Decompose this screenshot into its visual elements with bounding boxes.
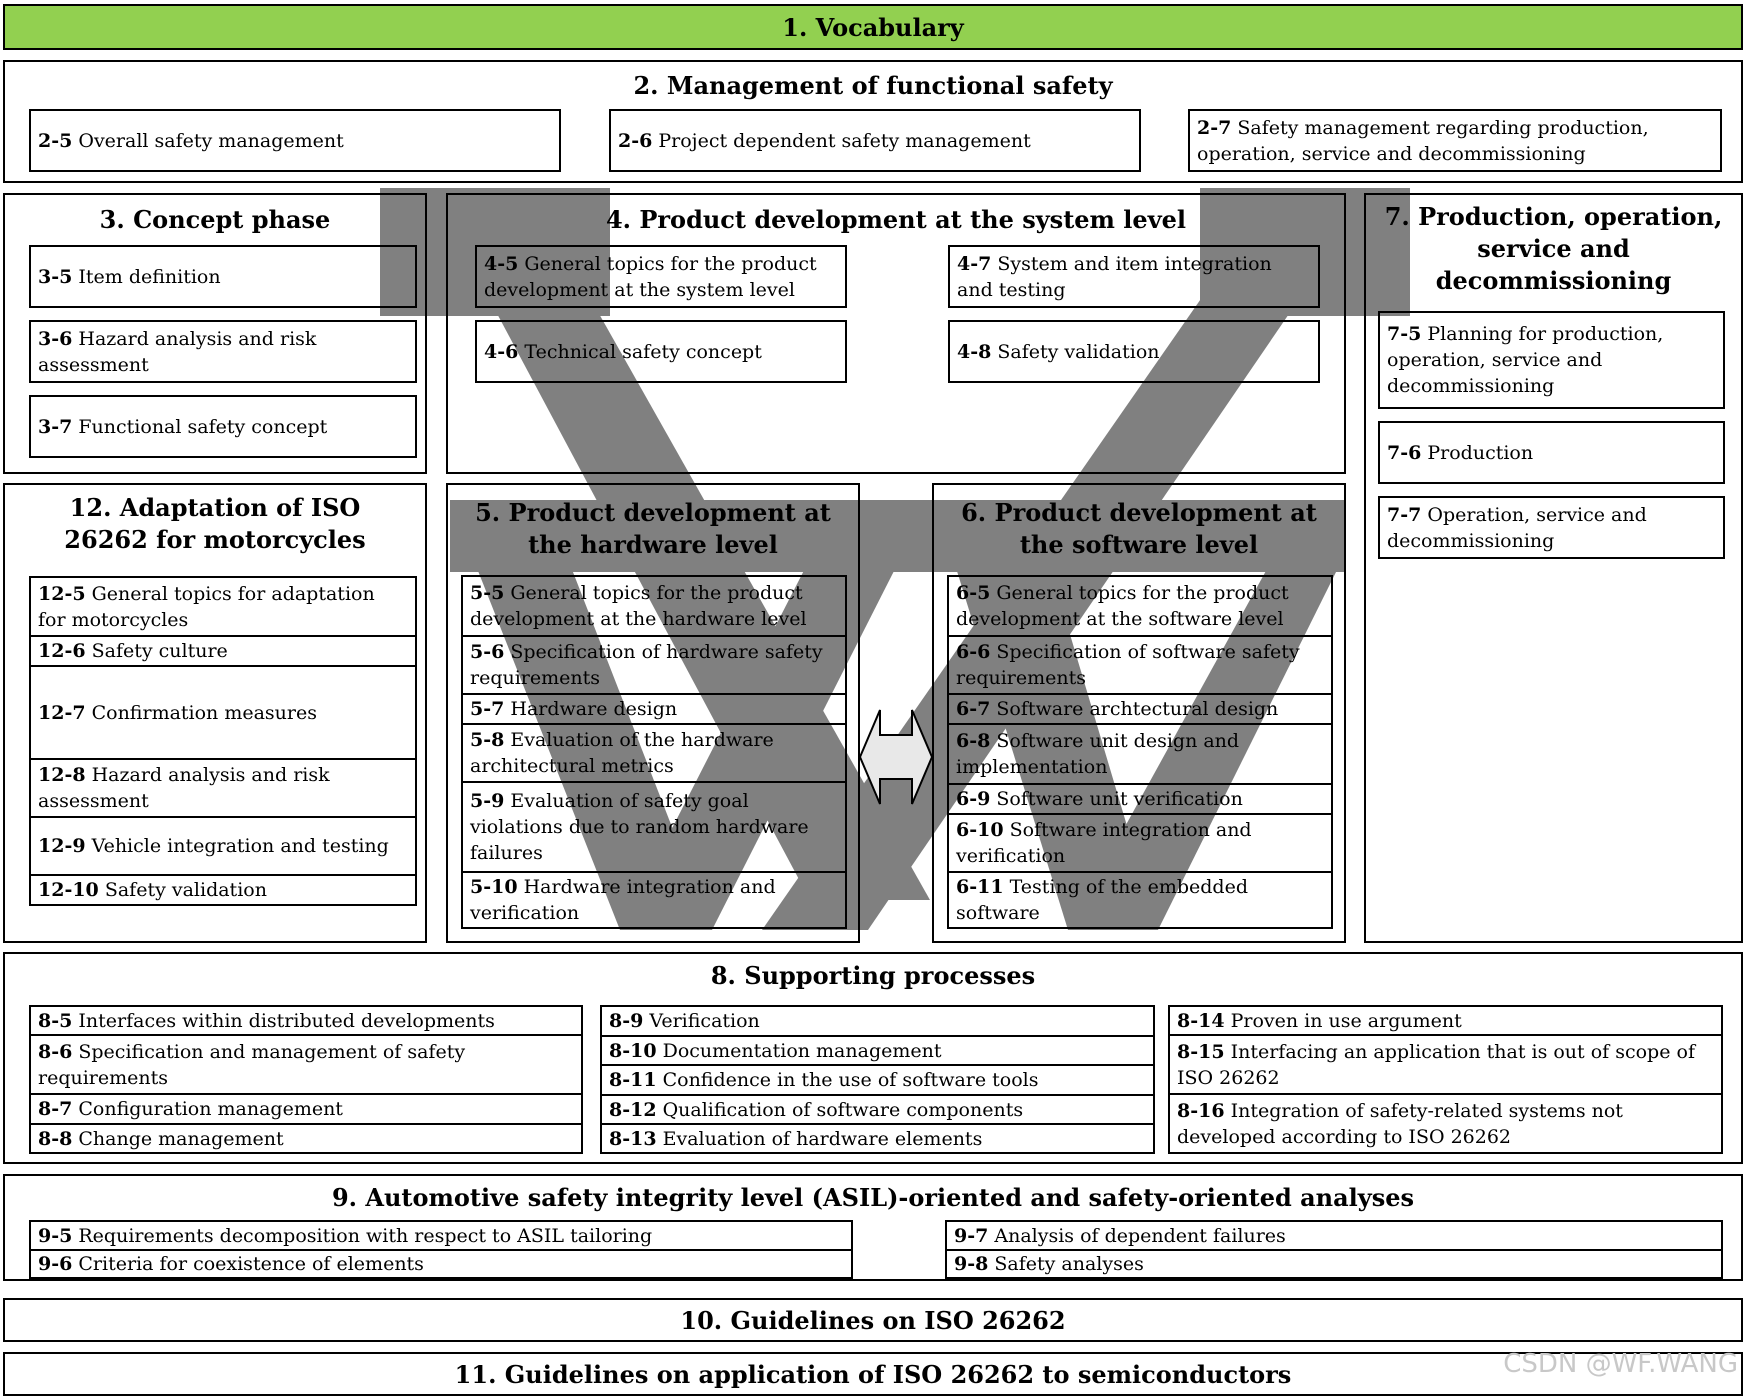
- item-8-13: 8-13 Evaluation of hardware elements: [600, 1123, 1155, 1154]
- item-4-7: 4-7 System and item integration and testing: [948, 245, 1320, 308]
- management-section: [3, 60, 1743, 183]
- production-title: 7. Production, operation, service and decommissioning: [1384, 202, 1723, 295]
- item-7-5: 7-5 Planning for production, operation, service and decommissioning: [1378, 311, 1725, 409]
- item-12-6: 12-6 Safety culture: [29, 635, 417, 665]
- item-6-10: 6-10 Software integration and verification: [947, 813, 1333, 871]
- item-7-7: 7-7 Operation, service and decommissioning: [1378, 496, 1725, 559]
- item-3-5: 3-5 Item definition: [29, 245, 417, 308]
- item-6-8: 6-8 Software unit design and implementation: [947, 723, 1333, 783]
- item-2-6: 2-6 Project dependent safety management: [609, 109, 1141, 172]
- item-8-15: 8-15 Interfacing an application that is out of scope of ISO 26262: [1168, 1034, 1723, 1093]
- item-12-7: 12-7 Confirmation measures: [29, 665, 417, 758]
- software-section: [932, 483, 1346, 943]
- item-2-7: 2-7 Safety management regarding production, operation, service and decommissioning: [1188, 109, 1722, 172]
- item-4-5: 4-5 General topics for the product development at the system level: [475, 245, 847, 308]
- item-5-7: 5-7 Hardware design: [461, 693, 847, 723]
- concept-title: 3. Concept phase: [99, 205, 331, 234]
- item-8-11: 8-11 Confidence in the use of software tools: [600, 1064, 1155, 1094]
- guidelines-title: 10. Guidelines on ISO 26262: [680, 1305, 1066, 1335]
- item-5-5: 5-5 General topics for the product development at the hardware level: [461, 575, 847, 635]
- production-section: [1364, 193, 1743, 943]
- item-4-6: 4-6 Technical safety concept: [475, 320, 847, 383]
- item-3-6: 3-6 Hazard analysis and risk assessment: [29, 320, 417, 383]
- item-9-8: 9-8 Safety analyses: [945, 1249, 1723, 1279]
- semiconductors-bar: [3, 1352, 1743, 1396]
- item-6-5: 6-5 General topics for the product development at the software level: [947, 575, 1333, 635]
- item-8-6: 8-6 Specification and management of safety requirements: [29, 1034, 583, 1093]
- concept-section: [3, 193, 427, 474]
- item-12-8: 12-8 Hazard analysis and risk assessment: [29, 758, 417, 816]
- item-6-7: 6-7 Software archtectural design: [947, 693, 1333, 723]
- item-5-9: 5-9 Evaluation of safety goal violations due to random hardware failures: [461, 781, 847, 871]
- motorcycles-title: 12. Adaptation of ISO 26262 for motorcycles: [64, 493, 366, 554]
- hardware-title: 5. Product development at the hardware level: [475, 498, 831, 559]
- hardware-section: [446, 483, 860, 943]
- item-2-5: 2-5 Overall safety management: [29, 109, 561, 172]
- asil-section: [3, 1174, 1743, 1281]
- vocabulary-title: 1. Vocabulary: [782, 12, 964, 42]
- system-title: 4. Product development at the system level: [605, 205, 1187, 234]
- management-title: 2. Management of functional safety: [633, 71, 1113, 100]
- item-12-9: 12-9 Vehicle integration and testing: [29, 816, 417, 874]
- item-9-5: 9-5 Requirements decomposition with respect to ASIL tailoring: [29, 1220, 853, 1249]
- semiconductors-title: 11. Guidelines on application of ISO 26262 to semiconductors: [454, 1359, 1292, 1389]
- item-12-5: 12-5 General topics for adaptation for motorcycles: [29, 576, 417, 635]
- item-8-14: 8-14 Proven in use argument: [1168, 1005, 1723, 1034]
- guidelines-bar: [3, 1298, 1743, 1342]
- item-8-16: 8-16 Integration of safety-related systems not developed according to ISO 26262: [1168, 1093, 1723, 1154]
- item-8-9: 8-9 Verification: [600, 1005, 1155, 1035]
- system-section: [446, 193, 1346, 474]
- motorcycles-section: [3, 483, 427, 943]
- watermark: CSDN @WF.WANG: [1503, 1349, 1738, 1379]
- supporting-section: [3, 952, 1743, 1164]
- item-6-11: 6-11 Testing of the embedded software: [947, 871, 1333, 929]
- supporting-title: 8. Supporting processes: [710, 961, 1036, 990]
- item-8-5: 8-5 Interfaces within distributed developments: [29, 1005, 583, 1034]
- item-6-9: 6-9 Software unit verification: [947, 783, 1333, 813]
- software-title: 6. Product development at the software level: [961, 498, 1317, 559]
- item-5-6: 5-6 Specification of hardware safety requirements: [461, 635, 847, 693]
- item-6-6: 6-6 Specification of software safety requirements: [947, 635, 1333, 693]
- item-7-6: 7-6 Production: [1378, 421, 1725, 484]
- item-9-6: 9-6 Criteria for coexistence of elements: [29, 1249, 853, 1279]
- item-8-8: 8-8 Change management: [29, 1123, 583, 1154]
- item-9-7: 9-7 Analysis of dependent failures: [945, 1220, 1723, 1249]
- item-8-7: 8-7 Configuration management: [29, 1093, 583, 1123]
- item-3-7: 3-7 Functional safety concept: [29, 395, 417, 458]
- item-12-10: 12-10 Safety validation: [29, 874, 417, 906]
- item-4-8: 4-8 Safety validation: [948, 320, 1320, 383]
- item-5-8: 5-8 Evaluation of the hardware architectural metrics: [461, 723, 847, 781]
- item-8-10: 8-10 Documentation management: [600, 1035, 1155, 1064]
- item-5-10: 5-10 Hardware integration and verification: [461, 871, 847, 929]
- vocabulary-bar: [3, 4, 1743, 50]
- item-8-12: 8-12 Qualification of software components: [600, 1094, 1155, 1123]
- asil-title: 9. Automotive safety integrity level (ASIL)-oriented and safety-oriented analyses: [331, 1183, 1415, 1212]
